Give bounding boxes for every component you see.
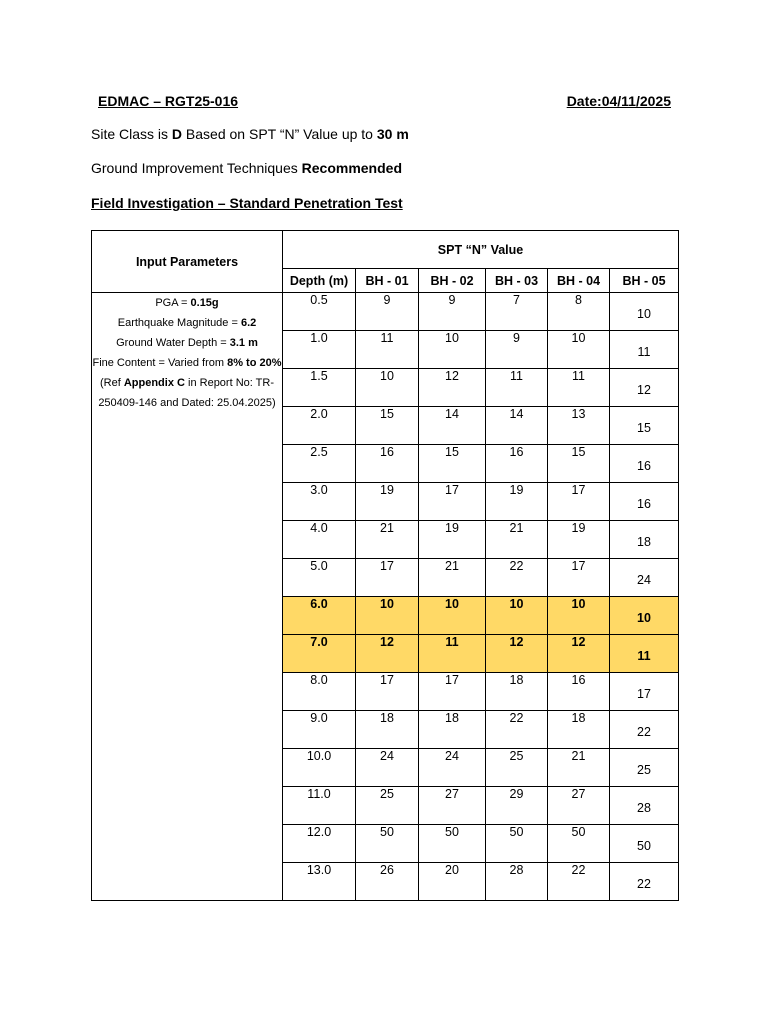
spt-n-value-cell: 10 — [356, 597, 419, 635]
spt-n-value-cell: 10 — [548, 331, 610, 369]
fine-content-value: 8% to 20% — [227, 357, 282, 369]
pga-line — [92, 293, 282, 313]
document-date: Date:04/11/2025 — [566, 93, 671, 109]
spt-n-value-cell: 24 — [419, 749, 486, 787]
table-row — [92, 293, 679, 331]
site-class-middle: Based on SPT “N” Value up to — [182, 126, 377, 142]
depth-cell: 1.0 — [283, 331, 356, 369]
column-header: BH - 03 — [486, 269, 548, 293]
spt-n-value-cell: 22 — [486, 711, 548, 749]
spt-n-value-cell: 19 — [486, 483, 548, 521]
column-header: BH - 01 — [356, 269, 419, 293]
input-parameters-header: Input Parameters — [92, 231, 283, 293]
spt-n-value-cell: 25 — [610, 749, 679, 787]
fine-content-paragraph — [92, 357, 281, 409]
reference-suffix: in Report No: TR-250409-146 and Dated: 25.04.2025) — [98, 377, 276, 409]
column-header: BH - 02 — [419, 269, 486, 293]
spt-n-value-cell: 14 — [486, 407, 548, 445]
depth-cell: 1.5 — [283, 369, 356, 407]
spt-table — [91, 230, 679, 901]
spt-n-value-cell: 11 — [610, 331, 679, 369]
spt-n-value-cell: 12 — [356, 635, 419, 673]
spt-n-value-cell: 17 — [419, 483, 486, 521]
spt-n-value-cell: 18 — [419, 711, 486, 749]
spt-n-value-cell: 11 — [610, 635, 679, 673]
spt-n-value-cell: 18 — [356, 711, 419, 749]
magnitude-value: 6.2 — [240, 317, 257, 329]
spt-n-value-cell: 18 — [548, 711, 610, 749]
ground-improvement-prefix: Ground Improvement Techniques — [91, 160, 302, 176]
spt-n-value-cell: 17 — [610, 673, 679, 711]
spt-n-value-cell: 24 — [356, 749, 419, 787]
spt-n-value-cell: 10 — [486, 597, 548, 635]
spt-n-value-cell: 10 — [610, 293, 679, 331]
spt-n-value-cell: 9 — [419, 293, 486, 331]
spt-n-value-cell: 13 — [548, 407, 610, 445]
column-header: Depth (m) — [283, 269, 356, 293]
spt-n-value-cell: 50 — [419, 825, 486, 863]
reference-prefix: (Ref — [99, 377, 124, 389]
spt-n-value-cell: 25 — [486, 749, 548, 787]
spt-n-value-cell: 16 — [486, 445, 548, 483]
depth-cell: 3.0 — [283, 483, 356, 521]
spt-n-value-cell: 12 — [486, 635, 548, 673]
spt-n-value-cell: 16 — [610, 445, 679, 483]
ground-water-value: 3.1 m — [229, 337, 258, 349]
spt-n-value-cell: 50 — [610, 825, 679, 863]
ground-improvement-status: Recommended — [301, 160, 402, 176]
spt-n-value-cell: 12 — [548, 635, 610, 673]
spt-n-value-cell: 21 — [486, 521, 548, 559]
depth-cell: 0.5 — [283, 293, 356, 331]
spt-n-value-cell: 19 — [548, 521, 610, 559]
spt-n-value-cell: 17 — [419, 673, 486, 711]
input-parameters-cell — [92, 293, 283, 901]
spt-n-value-cell: 24 — [610, 559, 679, 597]
spt-n-value-cell: 15 — [548, 445, 610, 483]
spt-n-value-cell: 15 — [356, 407, 419, 445]
spt-n-value-cell: 22 — [548, 863, 610, 901]
depth-cell: 6.0 — [283, 597, 356, 635]
ground-water-label: Ground Water Depth = — [116, 337, 230, 349]
spt-n-value-cell: 25 — [356, 787, 419, 825]
depth-cell: 11.0 — [283, 787, 356, 825]
spt-n-value-cell: 18 — [610, 521, 679, 559]
depth-cell: 2.5 — [283, 445, 356, 483]
depth-cell: 2.0 — [283, 407, 356, 445]
spt-n-value-cell: 10 — [419, 331, 486, 369]
spt-n-value-cell: 11 — [356, 331, 419, 369]
spt-n-value-cell: 21 — [356, 521, 419, 559]
spt-n-value-cell: 16 — [356, 445, 419, 483]
spt-n-value-cell: 26 — [356, 863, 419, 901]
spt-value-header: SPT “N” Value — [283, 231, 679, 269]
depth-cell: 8.0 — [283, 673, 356, 711]
spt-n-value-cell: 50 — [548, 825, 610, 863]
section-title: Field Investigation – Standard Penetration Test — [91, 195, 403, 211]
magnitude-label: Earthquake Magnitude = — [117, 317, 241, 329]
spt-n-value-cell: 10 — [610, 597, 679, 635]
spt-n-value-cell: 16 — [610, 483, 679, 521]
spt-n-value-cell: 22 — [486, 559, 548, 597]
spt-n-value-cell: 15 — [419, 445, 486, 483]
spt-n-value-cell: 27 — [419, 787, 486, 825]
pga-label: PGA = — [155, 297, 191, 309]
pga-value: 0.15g — [190, 297, 219, 309]
spt-n-value-cell: 11 — [548, 369, 610, 407]
depth-cell: 5.0 — [283, 559, 356, 597]
magnitude-line — [92, 313, 282, 333]
spt-n-value-cell: 20 — [419, 863, 486, 901]
fine-content-label: Fine Content = Varied from — [92, 357, 228, 369]
spt-n-value-cell: 9 — [486, 331, 548, 369]
spt-n-value-cell: 22 — [610, 711, 679, 749]
spt-n-value-cell: 29 — [486, 787, 548, 825]
spt-n-value-cell: 14 — [419, 407, 486, 445]
spt-n-value-cell: 21 — [419, 559, 486, 597]
spt-n-value-cell: 50 — [486, 825, 548, 863]
spt-n-value-cell: 9 — [356, 293, 419, 331]
spt-n-value-cell: 10 — [419, 597, 486, 635]
spt-n-value-cell: 7 — [486, 293, 548, 331]
spt-n-value-cell: 28 — [610, 787, 679, 825]
depth-cell: 7.0 — [283, 635, 356, 673]
column-header: BH - 04 — [548, 269, 610, 293]
spt-n-value-cell: 21 — [548, 749, 610, 787]
spt-n-value-cell: 16 — [548, 673, 610, 711]
spt-n-value-cell: 12 — [610, 369, 679, 407]
spt-n-value-cell: 10 — [548, 597, 610, 635]
spt-n-value-cell: 27 — [548, 787, 610, 825]
depth-cell: 12.0 — [283, 825, 356, 863]
spt-n-value-cell: 8 — [548, 293, 610, 331]
depth-cell: 13.0 — [283, 863, 356, 901]
ground-water-line — [92, 333, 282, 353]
project-reference: EDMAC – RGT25-016 — [98, 93, 239, 109]
reference-appendix: Appendix C — [123, 377, 185, 389]
spt-n-value-cell: 10 — [356, 369, 419, 407]
site-class-prefix: Site Class is — [91, 126, 172, 142]
spt-n-value-cell: 17 — [548, 559, 610, 597]
spt-n-value-cell: 19 — [356, 483, 419, 521]
spt-n-value-cell: 18 — [486, 673, 548, 711]
site-class-statement — [91, 126, 409, 142]
spt-n-value-cell: 22 — [610, 863, 679, 901]
spt-n-value-cell: 12 — [419, 369, 486, 407]
site-class-depth: 30 m — [376, 126, 409, 142]
spt-n-value-cell: 11 — [419, 635, 486, 673]
depth-cell: 9.0 — [283, 711, 356, 749]
spt-n-value-cell: 50 — [356, 825, 419, 863]
spt-n-value-cell: 15 — [610, 407, 679, 445]
spt-n-value-cell: 28 — [486, 863, 548, 901]
column-header: BH - 05 — [610, 269, 679, 293]
depth-cell: 10.0 — [283, 749, 356, 787]
spt-n-value-cell: 17 — [548, 483, 610, 521]
spt-table-body — [92, 293, 679, 901]
site-class-value: D — [171, 126, 183, 142]
depth-cell: 4.0 — [283, 521, 356, 559]
spt-n-value-cell: 17 — [356, 559, 419, 597]
spt-n-value-cell: 11 — [486, 369, 548, 407]
spt-n-value-cell: 17 — [356, 673, 419, 711]
ground-improvement-statement — [91, 160, 402, 176]
spt-n-value-cell: 19 — [419, 521, 486, 559]
